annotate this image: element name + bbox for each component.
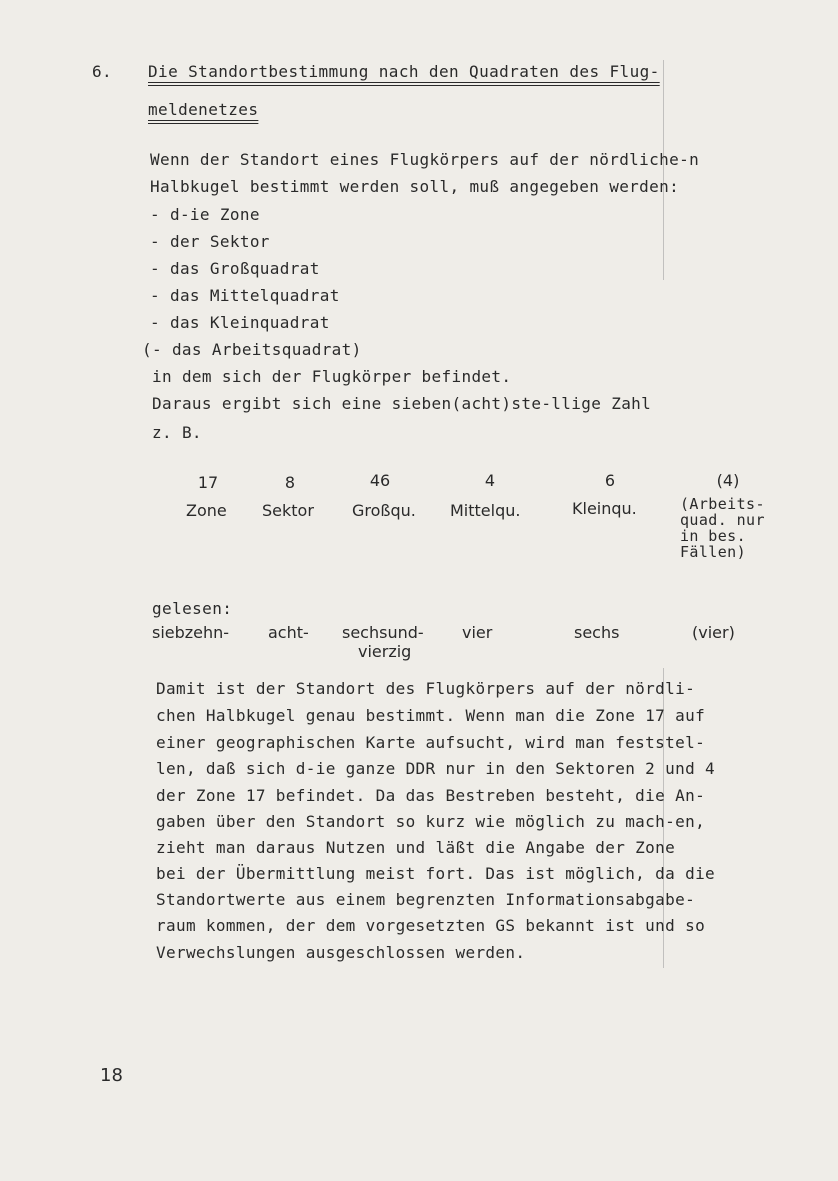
reading-word: vier [462, 623, 493, 642]
intro-line: - d-ie Zone [150, 205, 260, 224]
section-title-line-2: meldenetzes [148, 100, 259, 119]
page-crease [663, 60, 664, 280]
reading-word: siebzehn- [152, 623, 230, 642]
body-line: einer geographischen Karte aufsucht, wird man feststel- [156, 733, 706, 752]
example-label-grossquadrat: Großqu. [352, 501, 416, 520]
section-number: 6. [92, 62, 113, 81]
example-number-grossquadrat: 46 [369, 471, 391, 490]
example-number-kleinquadrat: 6 [604, 471, 616, 490]
intro-line: (- das Arbeitsquadrat) [142, 340, 362, 359]
intro-line: z. B. [152, 423, 202, 442]
body-line: Damit ist der Standort des Flugkörpers auf der nördli- [156, 679, 696, 698]
note-line: quad. nur [680, 511, 765, 529]
body-line: bei der Übermittlung meist fort. Das ist möglich, da die [156, 864, 716, 883]
example-number-arbeitsquadrat: (4) [716, 471, 740, 490]
note-line: Fällen) [680, 543, 747, 561]
reading-intro: gelesen: [152, 599, 233, 618]
intro-line: Wenn der Standort eines Flugkörpers auf der nördliche-n [150, 150, 700, 169]
body-line: gaben über den Standort so kurz wie möglich zu mach-en, [156, 812, 706, 831]
intro-line: Halbkugel bestimmt werden soll, muß angegeben werden: [150, 177, 680, 196]
note-line: (Arbeits- [680, 495, 765, 513]
example-label-arbeitsquadrat [680, 496, 765, 560]
intro-line: - das Großquadrat [150, 259, 320, 278]
body-line: len, daß sich d-ie ganze DDR nur in den Sektoren 2 und 4 [156, 759, 716, 778]
section-title-line-1: Die Standortbestimmung nach den Quadraten des Flug- [148, 62, 660, 81]
body-line: Verwechslungen ausgeschlossen werden. [156, 943, 526, 962]
example-number-sektor: 8 [284, 473, 296, 492]
page-number: 18 [100, 1065, 123, 1086]
note-line: in bes. [680, 527, 747, 545]
body-line: raum kommen, der dem vorgesetzten GS bekannt ist und so [156, 916, 706, 935]
intro-line: - das Kleinquadrat [150, 313, 330, 332]
reading-word-continuation: vierzig [358, 642, 412, 661]
reading-word: acht- [268, 623, 309, 642]
reading-word: sechs [574, 623, 620, 642]
intro-line: in dem sich der Flugkörper befindet. [152, 367, 512, 386]
example-label-zone: Zone [186, 501, 227, 520]
example-label-mittelquadrat: Mittelqu. [450, 501, 521, 520]
example-label-kleinquadrat: Kleinqu. [572, 499, 637, 518]
reading-word: sechsund- [342, 623, 424, 642]
reading-word: (vier) [692, 623, 735, 642]
intro-line: - das Mittelquadrat [150, 286, 340, 305]
intro-line: - der Sektor [150, 232, 270, 251]
example-number-zone: 17 [197, 473, 219, 492]
body-line: der Zone 17 befindet. Da das Bestreben besteht, die An- [156, 786, 706, 805]
body-line: Standortwerte aus einem begrenzten Informationsabgabe- [156, 890, 696, 909]
body-line: zieht man daraus Nutzen und läßt die Angabe der Zone [156, 838, 676, 857]
example-label-sektor: Sektor [262, 501, 314, 520]
intro-line: Daraus ergibt sich eine sieben(acht)ste-llige Zahl [152, 394, 652, 413]
example-number-mittelquadrat: 4 [484, 471, 496, 490]
body-line: chen Halbkugel genau bestimmt. Wenn man die Zone 17 auf [156, 706, 706, 725]
